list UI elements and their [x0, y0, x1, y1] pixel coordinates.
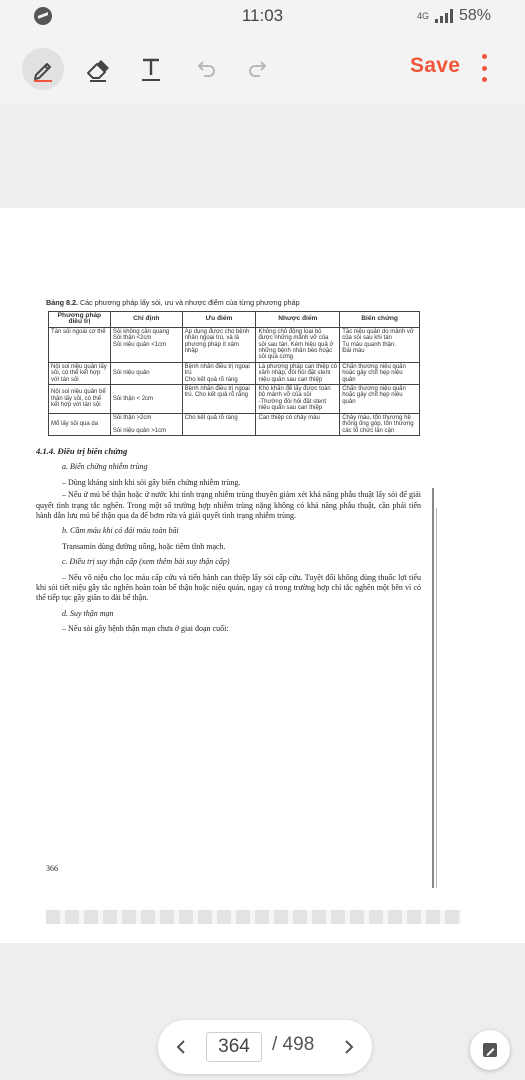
save-button[interactable]: Save	[410, 54, 461, 77]
subheading: b. Cầm máu khi có đái máu toàn bãi	[62, 526, 179, 536]
status-bar	[0, 0, 525, 34]
table-cell: Can thiệp có chảy máu	[256, 413, 340, 435]
redo-button[interactable]	[238, 48, 280, 90]
chevron-right-icon	[341, 1039, 357, 1055]
more-options-button[interactable]	[478, 54, 490, 82]
status-time: 11:03	[241, 6, 284, 25]
text-icon	[138, 56, 164, 82]
text-tool-button[interactable]	[130, 48, 172, 90]
table-cell: Nội soi niệu quản lấy sỏi, có thể kết hợp với tán sỏi	[49, 362, 111, 384]
table-header-cell: Chỉ định	[110, 312, 182, 328]
document-body	[36, 446, 421, 635]
network-type: 4G	[416, 10, 429, 21]
paragraph: – Dùng kháng sinh khi sỏi gây biến chứng nhiễm trùng.	[62, 477, 241, 487]
table-cell: Chấn thương niệu quản hoặc gây chít hẹp niệu quản	[340, 362, 420, 384]
table-cell: Sỏi không cản quang Sỏi thận <2cm Sỏi niệu quản <1cm	[110, 327, 182, 362]
table-cell: Chảy máu, tổn thương hệ thống ống góp, tổn thương các tổ chức lân cận	[340, 413, 420, 435]
page-total: / 498	[272, 1034, 315, 1055]
table-caption: Bảng 8.2. Các phương pháp lấy sỏi, ưu và nhược điểm của từng phương pháp	[46, 298, 300, 307]
scanned-page-content	[36, 298, 436, 637]
subheading: a. Biến chứng nhiễm trùng	[62, 462, 148, 472]
pen-icon	[30, 56, 56, 82]
eraser-tool-button[interactable]	[76, 48, 118, 90]
edit-annotation-button[interactable]	[470, 1030, 510, 1070]
table-cell: Tán sỏi ngoài cơ thể	[49, 327, 111, 362]
table-cell: Là phương pháp can thiệp có xâm nhập, đôi hỏi đặt stent niệu quản sau can thiệp	[256, 362, 340, 384]
table-cell: Sỏi niệu quản	[110, 362, 182, 384]
battery-level: 58%	[458, 7, 491, 24]
table-cell: Sỏi thận >2cm Sỏi niệu quản >1cm	[110, 413, 182, 435]
signal-icon	[435, 9, 453, 23]
table-cell: Chấn thương niệu quản hoặc gây chít hẹp niệu quản	[340, 385, 420, 414]
paragraph: – Nếu ứ mủ bể thận hoặc ứ nước khi tình trạng nhiễm trùng thuyên giảm xét khả năng phẫu thuật lấy sỏi để giải quyết tình trạng tắc nghẽn. Trong một số trường hợp nhiễm trùng nặng không có khả năng phẫu thuật, cần phải tiến hành dẫn lưu mủ bể thận qua da để bơm rửa và giải quyết tình trạng nhiễm trùng.	[36, 490, 421, 520]
page-navigator	[158, 1020, 372, 1074]
printed-page-number: 366	[46, 864, 58, 873]
document-page[interactable]	[0, 208, 525, 943]
table-cell: Cho kết quả rõ ràng	[182, 413, 256, 435]
next-page-button[interactable]	[334, 1032, 364, 1062]
table-row	[49, 385, 420, 414]
status-indicators	[417, 7, 491, 25]
paragraph: – Nếu vô niệu cho lọc máu cấp cứu và tiến hành can thiệp lấy sỏi cấp cứu. Tuyệt đối không dùng thuốc lợi tiểu khi sỏi tiết niệu gây tắc nghẽn hoàn toàn bể thận hoặc niệu quản, ngay cả trong trường hợp chỉ tắc nghẽn một bên vì có thể tiếp tục gây giãn to đài bể thận.	[36, 572, 421, 603]
table-row	[49, 327, 420, 362]
table-cell: Khó khăn để lấy được toàn bộ mảnh vỡ của sỏi -Thường đòi hỏi đặt stent niệu quản sau can thiệp	[256, 385, 340, 414]
table-header-row	[49, 312, 420, 328]
previous-page-button[interactable]	[166, 1032, 196, 1062]
table-cell: Bệnh nhân điều trị ngoại trú Cho kết quả rõ ràng	[182, 362, 256, 384]
paragraph: – Nếu sỏi gây bệnh thận mạn chưa ở giai đoạn cuối:	[62, 624, 229, 634]
table-cell: Sỏi thận < 2cm	[110, 385, 182, 414]
pen-tool-button[interactable]	[22, 48, 64, 90]
table-row	[49, 362, 420, 384]
undo-button[interactable]	[184, 48, 226, 90]
section-heading: 4.1.4. Điều trị biến chứng	[36, 445, 128, 456]
annotation-toolbar	[0, 34, 525, 104]
table-header-cell: Ưu điểm	[182, 312, 256, 328]
table-cell: Bệnh nhân điều trị ngoại trú. Cho kết quả rõ ràng	[182, 385, 256, 414]
table-header-cell: Nhược điểm	[256, 312, 340, 328]
methods-table	[48, 311, 420, 436]
eraser-icon	[84, 56, 110, 82]
more-icon	[482, 54, 487, 59]
undo-icon	[192, 56, 218, 82]
scan-edge-shadow	[432, 488, 434, 888]
page-number-input[interactable]: 364	[206, 1032, 262, 1062]
edit-pen-icon	[480, 1040, 500, 1060]
table-cell: Áp dụng được cho bệnh nhân ngoại trú, và là phương pháp ít xâm nhập	[182, 327, 256, 362]
table-header-cell: Biến chứng	[340, 312, 420, 328]
redo-icon	[246, 56, 272, 82]
table-cell: Tắc niệu quản do mảnh vỡ của sỏi sau khi tán Tụ máu quanh thận. Đái máu	[340, 327, 420, 362]
table-cell: Không chủ động loại bỏ được những mảnh vỡ của sỏi sau tán. Kém hiệu quả ở những bệnh nhân béo hoặc sỏi quá cứng	[256, 327, 340, 362]
paragraph: Transamin dùng đường uống, hoặc tiêm tĩnh mạch.	[62, 541, 226, 551]
table-cell: Mổ lấy sỏi qua da	[49, 413, 111, 435]
scan-edge-shadow	[436, 508, 437, 888]
subheading: d. Suy thận mạn	[62, 608, 114, 618]
subheading: c. Điều trị suy thận cấp (xem thêm bài suy thận cấp)	[62, 557, 230, 567]
chevron-left-icon	[173, 1039, 189, 1055]
table-cell: Nội soi niệu quản bể thận lấy sỏi, có thể kết hợp với tán sỏi	[49, 385, 111, 414]
scan-bleed-strip	[46, 910, 461, 924]
table-row	[49, 413, 420, 435]
table-header-cell: Phương pháp điều trị	[49, 312, 111, 328]
